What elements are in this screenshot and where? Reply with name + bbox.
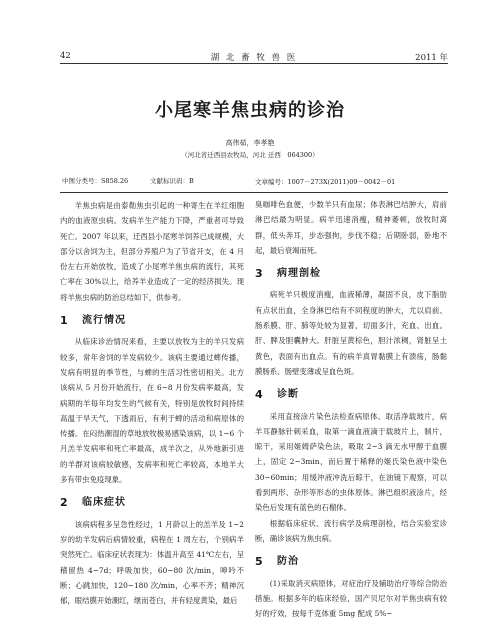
journal-name: 湖 北 畜 牧 兽 医 <box>210 53 298 63</box>
section-title: 防治 <box>277 556 299 568</box>
body-paragraph: 根据临床症状、流行病学及病理剖检，结合实验室诊断，确诊该病为焦虫病。 <box>255 518 447 543</box>
section-heading <box>60 495 244 510</box>
running-header <box>60 48 448 64</box>
section-number: 2 <box>60 496 68 510</box>
left-column <box>60 198 244 608</box>
body-paragraph: 从临床诊治情况来看，主要以放牧为主的羊只发病较多，常年舍饲的羊发病较少。该病主要通过蜱传播，发病有明显的季节性，与蜱的生活习性密切相关。北方该病从 5 月份开始流行，在 6~8 月份发病率最高，发病期的羊每年均发生的气候有关，特别是放牧时间持续高温干旱天气，下透雨后，有利于蜱的活动和病原体的传播。在闷热潮湿的草地放牧极易感染该病，以 1~6 个月羔羊发病率和死亡率最高，成羊次之，从外地新引进的羊群对该病较敏感，发病率和死亡率较高，本地羊大多有带虫免疫现象。 <box>60 337 244 485</box>
issue-year: 2011 年 <box>415 53 448 63</box>
right-column <box>255 176 447 621</box>
clc-number: 中图分类号：S858.26 <box>62 177 129 185</box>
section-number: 1 <box>60 314 68 328</box>
body-paragraph: 臭咖啡色血便，少数羊只有血尿；体表淋巴结肿大，肩前淋巴结最为明显。病羊迅速消瘦，精神萎顿，放牧时离群，低头奔耳，步态强拘，步伐不稳；后期卧弱，卧地不起，最后衰竭而死。 <box>255 200 447 255</box>
article-number: 文章编号：1007－273X(2011)09－0042－01 <box>255 178 396 186</box>
section-number: 3 <box>255 267 263 281</box>
intro-paragraph: 羊焦虫病是由泰勒焦虫引起的一种寄生在羊红细胞内的血液原虫病。发病羊生产能力下降，严重者可导致死亡。2007 年以来，迁西县小尾寒羊饲养已成规模，大部分以舍饲为主，但部分养殖户为了节省开支，在 4 月份左右开始放牧，造成了小尾寒羊焦虫病的流行，其死亡率在 30%以上，给养羊业造成了一定的经济损失。现将羊焦虫病的防治总结如下，供参考。 <box>60 201 244 302</box>
section-number: 5 <box>255 555 263 569</box>
header-rule <box>60 63 448 64</box>
section-title: 流行情况 <box>82 315 126 327</box>
section-title: 诊断 <box>277 389 299 401</box>
body-paragraph: 采用直接涂片染色法检查病原体。取活净载玻片，病羊耳静脉针刺采血，取第一滴血液滴于载玻片上，制片，晾干，采用姬姆萨染色法，吸取 2~3 滴无水甲醇于血膜上，固定 2~3min，而后置于稀释的姬氏染色液中染色 30~60min；用缓冲液冲洗后晾干，在油镜下观察，可以看到两形、杂形等形态的虫体原体。淋巴组织液涂片，经染色后发现有蓝色的石榴体。 <box>255 411 447 513</box>
body-paragraph: (1)采取消灭病原体，对症治疗及辅助治疗等综合防治措施。根据多年的临床经验，国产贝尼尔对羊焦虫病有较好的疗效，按每千克体重 5mg 配成 5%~ <box>255 578 447 619</box>
section-heading <box>60 313 244 328</box>
section-heading <box>255 387 447 402</box>
document-code: 文献标识码：B <box>150 177 194 185</box>
body-paragraph: 该病病程多呈急性经过，1 月龄以上的羔羊及 1~2 岁的幼羊发病后病情较重，病程在 1 周左右，个别病羊突然死亡。临床症状表现为：体温升高至 41℃左右，呈稽留热 4~7d；呼吸加快，60~80 次/min，呻吟不断；心跳加快，120~180 次/min，心率不齐；精神沉郁，眼结膜开始潮红，继而苍白，并有轻度黄染，最后 <box>60 519 244 606</box>
author-affiliation: （河北省迁西县农牧局，河北 迁西 064300） <box>181 151 319 159</box>
section-heading <box>255 266 447 281</box>
page-number: 42 <box>60 51 71 61</box>
section-title: 临床症状 <box>82 497 126 509</box>
section-number: 4 <box>255 388 263 402</box>
section-title: 病理剖检 <box>277 268 321 280</box>
section-heading <box>255 554 447 569</box>
article-title: 小尾寒羊焦虫病的诊治 <box>155 100 345 121</box>
article-authors: 高伟茹，李孝艳 <box>225 139 275 147</box>
body-paragraph: 病死羊只极度消瘦，血液稀薄，凝固不良，皮下脂肪有点状出血，全身淋巴结有不同程度的肿大，尤以肩前、肠系膜、肝、肺等处较为显著，切面多汁，充血、出血。肝、脾及胆囊肿大。肝脏呈黄棕色，胆汁浓稠，肾脏呈土黄色，表面有出血点。有的病羊真胃黏膜上有溃疡，肠黏膜肠系、肠壁变薄或呈血色斑。 <box>255 290 447 376</box>
